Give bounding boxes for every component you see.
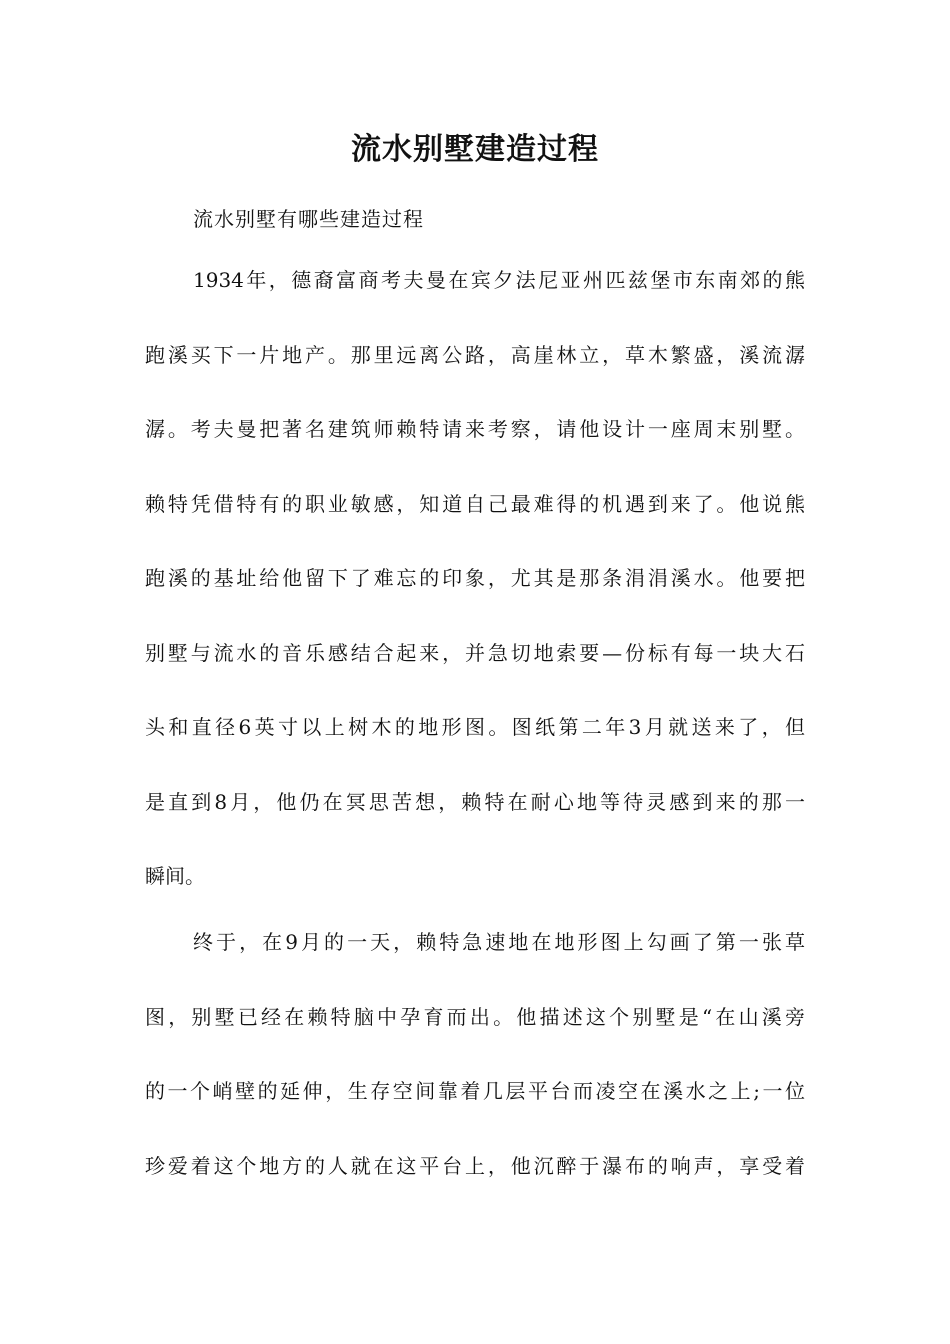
paragraph-1	[145, 264, 805, 935]
paragraph-line: 跑溪的基址给他留下了难忘的印象，尤其是那条涓涓溪水。他要把	[145, 566, 805, 590]
paragraph-line: 别墅与流水的音乐感结合起来，并急切地索要—份标有每一块大石	[145, 640, 805, 665]
document-subtitle: 流水别墅有哪些建造过程	[193, 207, 424, 231]
paragraph-line: 珍爱着这个地方的人就在这平台上，他沉醉于瀑布的响声，享受着	[145, 1153, 805, 1178]
paragraph-line: 赖特凭借特有的职业敏感，知道自己最难得的机遇到来了。他说熊	[145, 491, 805, 516]
paragraph-line: 图，别墅已经在赖特脑中孕育而出。他描述这个别墅是“在山溪旁	[145, 1004, 805, 1029]
paragraph-line: 头和直径6英寸以上树木的地形图。图纸第二年3月就送来了，但	[145, 715, 805, 739]
document-title: 流水别墅建造过程	[351, 132, 599, 167]
paragraph-line: 是直到8月，他仍在冥思苦想，赖特在耐心地等待灵感到来的那一	[145, 789, 805, 814]
paragraph-line: 潺。考夫曼把著名建筑师赖特请来考察，请他设计一座周末别墅。	[145, 417, 805, 441]
paragraph-line: 终于，在9月的一天，赖特急速地在地形图上勾画了第一张草	[193, 930, 805, 954]
paragraph-line: 跑溪买下一片地产。那里远离公路，高崖林立，草木繁盛，溪流潺	[145, 342, 805, 367]
paragraph-line: 1934年，德裔富商考夫曼在宾夕法尼亚州匹兹堡市东南郊的熊	[193, 268, 805, 292]
paragraph-line: 的一个峭壁的延伸，生存空间靠着几层平台而凌空在溪水之上;一位	[145, 1079, 805, 1103]
paragraph-2	[145, 926, 805, 1224]
paragraph-line: 瞬间。	[145, 864, 205, 888]
